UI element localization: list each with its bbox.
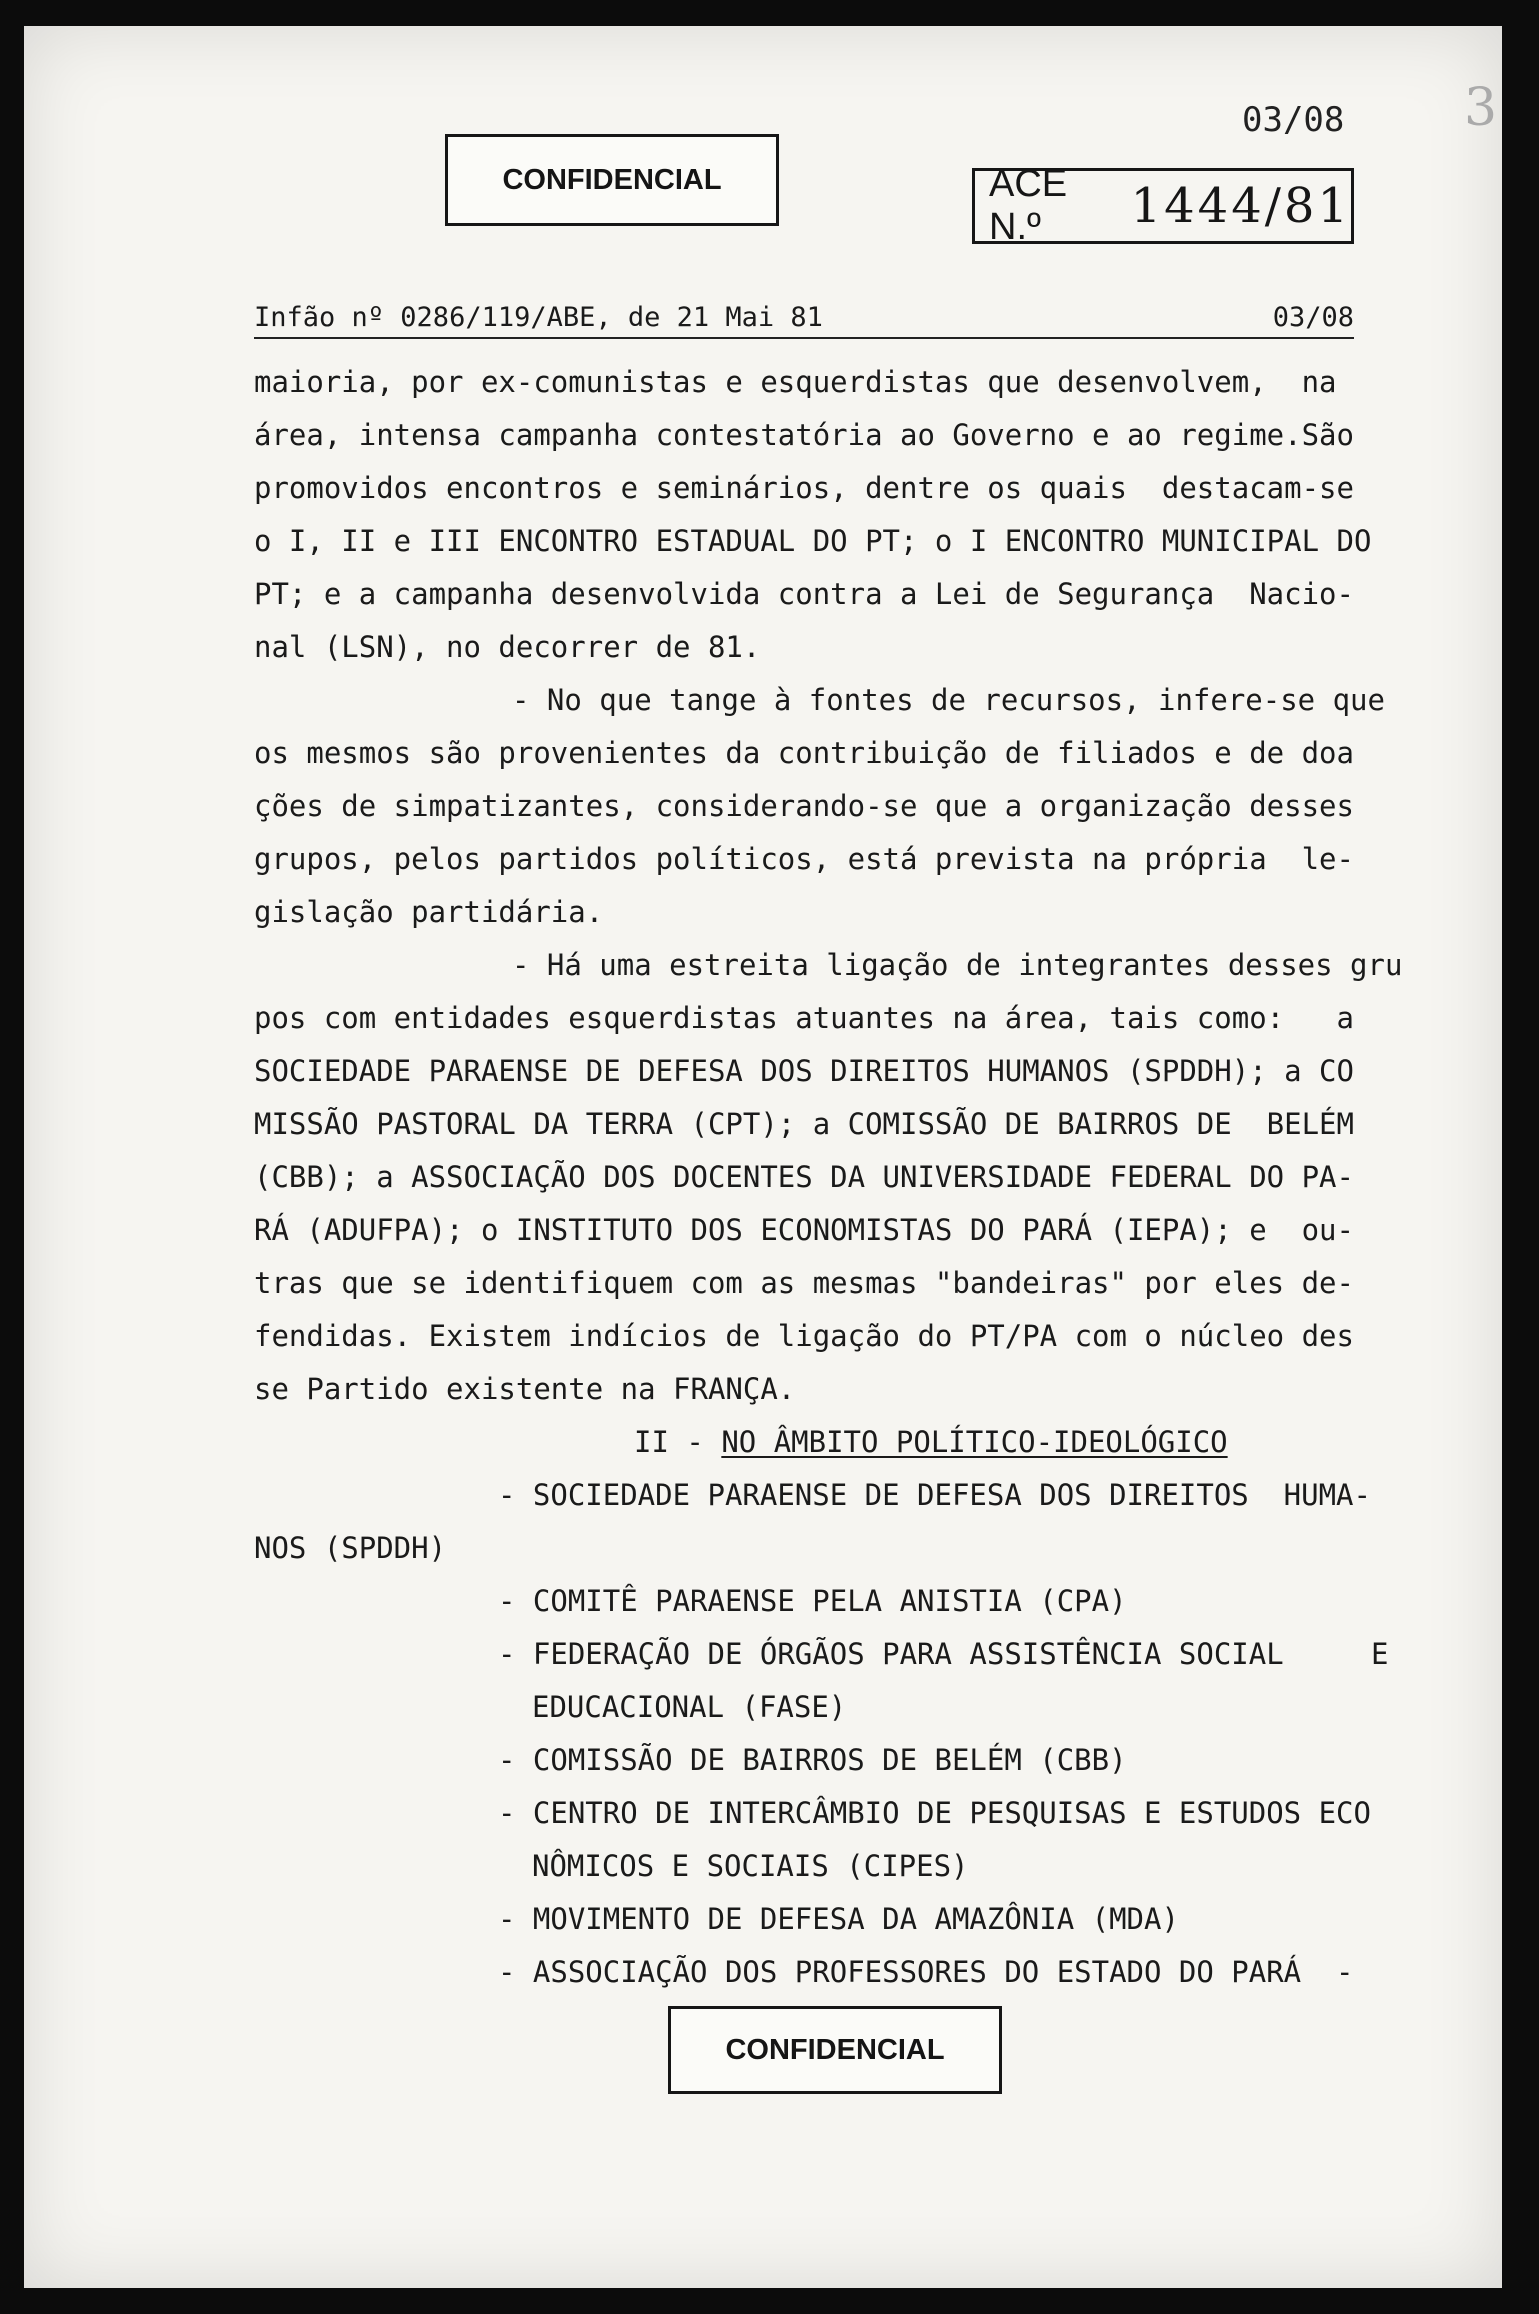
text-line: os mesmos são provenientes da contribuição de filiados e de doa: [254, 736, 1354, 770]
header-page-number: 03/08: [1272, 302, 1354, 333]
text-line: (CBB); a ASSOCIAÇÃO DOS DOCENTES DA UNIVERSIDADE FEDERAL DO PA-: [254, 1160, 1354, 1194]
text-line: fendidas. Existem indícios de ligação do PT/PA com o núcleo des: [254, 1319, 1354, 1353]
text-line: ções de simpatizantes, considerando-se que a organização desses: [254, 789, 1354, 823]
paragraph-2: [254, 674, 1385, 939]
section-heading: [254, 1416, 1364, 1469]
text-line: nal (LSN), no decorrer de 81.: [254, 630, 761, 664]
info-reference: Infão nº 0286/119/ABE, de 21 Mai 81: [254, 302, 823, 333]
confidential-stamp-top: CONFIDENCIAL: [445, 134, 779, 226]
text-line: o I, II e III ENCONTRO ESTADUAL DO PT; o I ENCONTRO MUNICIPAL DO: [254, 524, 1372, 558]
list-item: - FEDERAÇÃO DE ÓRGÃOS PARA ASSISTÊNCIA SOCIAL E: [498, 1637, 1389, 1671]
text-line: SOCIEDADE PARAENSE DE DEFESA DOS DIREITOS HUMANOS (SPDDH); a CO: [254, 1054, 1354, 1088]
document-page: [24, 26, 1502, 2288]
corner-page-number: 03/08: [1242, 100, 1345, 140]
list-item: - SOCIEDADE PARAENSE DE DEFESA DOS DIREITOS HUMA-: [498, 1478, 1371, 1512]
text-line: pos com entidades esquerdistas atuantes na área, tais como: a: [254, 1001, 1354, 1035]
list-item-continuation: NÔMICOS E SOCIAIS (CIPES): [532, 1849, 969, 1883]
text-line: MISSÃO PASTORAL DA TERRA (CPT); a COMISSÃO DE BAIRROS DE BELÉM: [254, 1107, 1354, 1141]
list-item: - COMISSÃO DE BAIRROS DE BELÉM (CBB): [498, 1743, 1127, 1777]
text-line: RÁ (ADUFPA); o INSTITUTO DOS ECONOMISTAS DO PARÁ (IEPA); e ou-: [254, 1213, 1354, 1247]
text-line: - Há uma estreita ligação de integrantes desses gru: [512, 948, 1403, 982]
page-edge-mark: 3: [1464, 78, 1498, 138]
list-item: - CENTRO DE INTERCÂMBIO DE PESQUISAS E ESTUDOS ECO: [498, 1796, 1371, 1830]
list-item-continuation: EDUCACIONAL (FASE): [532, 1690, 847, 1724]
text-line: maioria, por ex-comunistas e esquerdistas que desenvolvem, na: [254, 365, 1337, 399]
list-item: - ASSOCIAÇÃO DOS PROFESSORES DO ESTADO DO PARÁ -: [498, 1955, 1354, 1989]
list-item: - COMITÊ PARAENSE PELA ANISTIA (CPA): [498, 1584, 1127, 1618]
list-item: - MOVIMENTO DE DEFESA DA AMAZÔNIA (MDA): [498, 1902, 1179, 1936]
list-item-continuation: NOS (SPDDH): [254, 1531, 447, 1565]
text-line: - No que tange à fontes de recursos, infere-se que: [512, 683, 1385, 717]
confidential-stamp-bottom: CONFIDENCIAL: [668, 2006, 1002, 2094]
text-line: se Partido existente na FRANÇA.: [254, 1372, 796, 1406]
text-line: área, intensa campanha contestatória ao Governo e ao regime.São: [254, 418, 1354, 452]
section-number: II -: [634, 1425, 704, 1459]
entity-list: [254, 1469, 1389, 1999]
text-line: PT; e a campanha desenvolvida contra a Lei de Segurança Nacio-: [254, 577, 1354, 611]
text-line: promovidos encontros e seminários, dentre os quais destacam-se: [254, 471, 1354, 505]
ace-number-stamp: [972, 163, 1354, 248]
text-line: tras que se identifiquem com as mesmas "bandeiras" por eles de-: [254, 1266, 1354, 1300]
document-header: [254, 302, 1354, 339]
paragraph-3: [254, 939, 1403, 1416]
document-body: [254, 356, 1403, 1999]
text-line: gislação partidária.: [254, 895, 604, 929]
ace-label: ACE N.º: [989, 163, 1068, 248]
paragraph-1: [254, 356, 1372, 674]
ace-number: 1444/81: [1130, 178, 1351, 234]
text-line: grupos, pelos partidos políticos, está prevista na própria le-: [254, 842, 1354, 876]
section-title: NO ÂMBITO POLÍTICO-IDEOLÓGICO: [721, 1425, 1228, 1459]
